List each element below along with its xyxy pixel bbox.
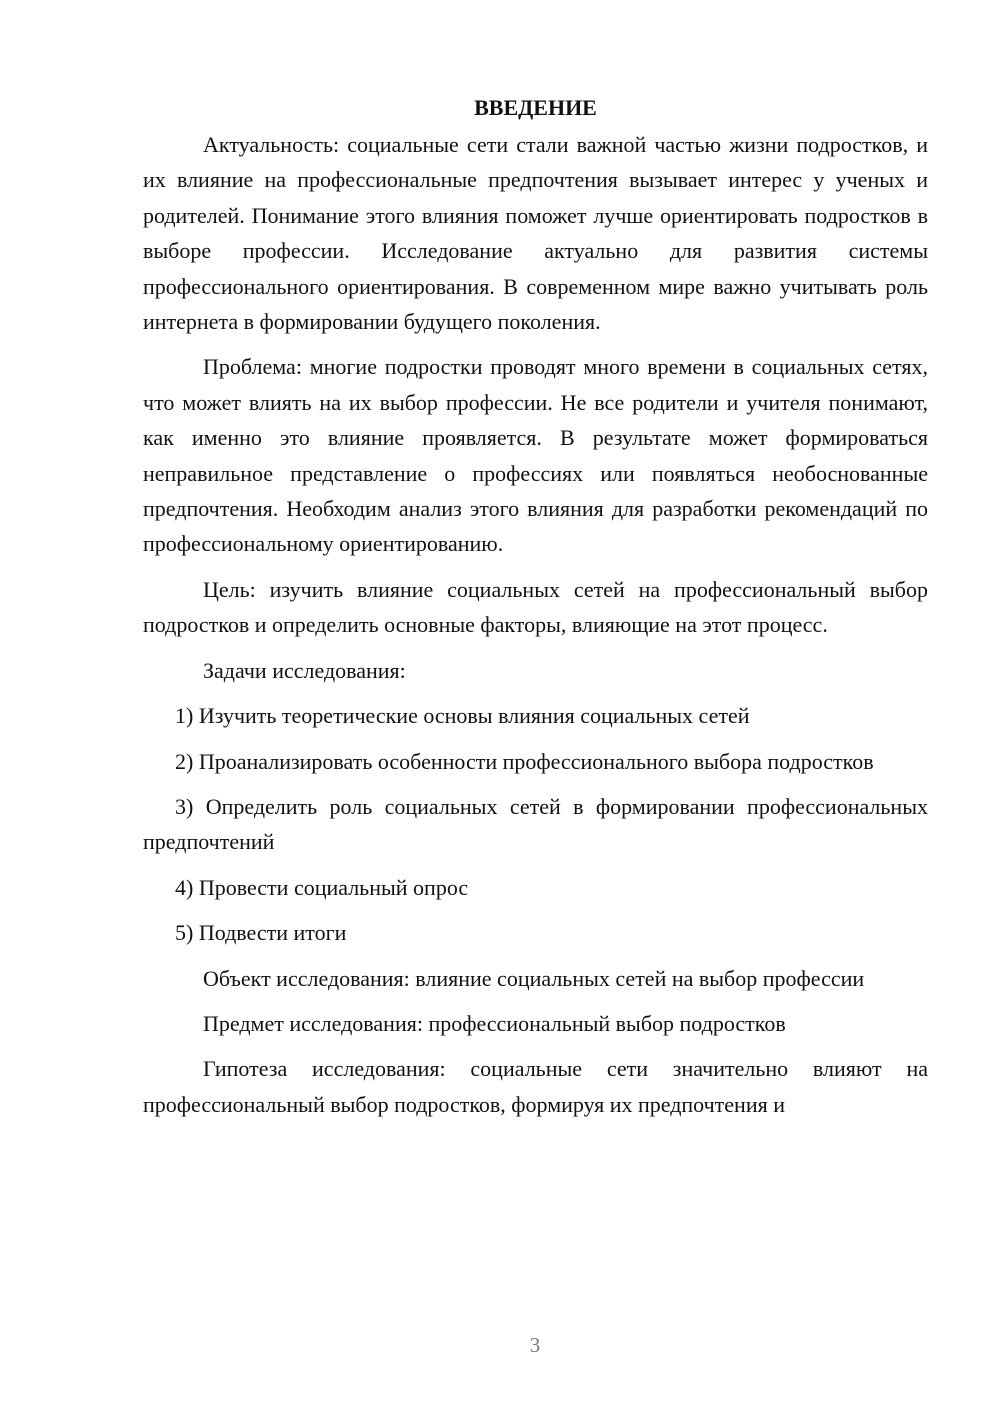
task-item: 2) Проанализировать особенности профессионального выбора подростков [175,748,874,774]
paragraph-problem: Проблема: многие подростки проводят много времени в социальных сетях, что может влиять на их выбор профессии. Не все родители и учителя понимают, как именно это влияние проявляется. В результате может формироваться неправильное представление о профессиях или появляться необоснованные предпочтения. Необходим анализ этого влияния для разработки рекомендаций по профессиональному ориентированию. [143,354,928,557]
task-item: 1) Изучить теоретические основы влияния социальных сетей [175,703,750,729]
paragraph-goal: Цель: изучить влияние социальных сетей на профессиональный выбор подростков и определить основные факторы, влияющие на этот процесс. [143,576,928,638]
task-item: 4) Провести социальный опрос [175,874,469,900]
task-item: 5) Подвести итоги [175,920,347,946]
paragraph-relevance: Актуальность: социальные сети стали важной частью жизни подростков, и их влияние на профессиональные предпочтения вызывает интерес у ученых и родителей. Понимание этого влияния поможет лучше ориентировать подростков в выборе профессии. Исследование актуально для развития системы профессионального ориентирования. В современном мире важно учитывать роль интернета в формировании будущего поколения. [143,132,928,335]
page-number: 3 [529,1333,541,1357]
paragraph-hypothesis: Гипотеза исследования: социальные сети значительно влияют на профессиональный выбор подростков, формируя их предпочтения и [143,1056,928,1117]
page-title: ВВЕДЕНИЕ [474,95,597,120]
task-item: 3) Определить роль социальных сетей в формировании профессиональных предпочтений [143,793,928,855]
paragraph-subject: Предмет исследования: профессиональный выбор подростков [203,1010,786,1036]
document-page [143,90,928,1132]
tasks-heading: Задачи исследования: [203,657,406,683]
paragraph-object: Объект исследования: влияние социальных сетей на выбор профессии [203,965,865,991]
